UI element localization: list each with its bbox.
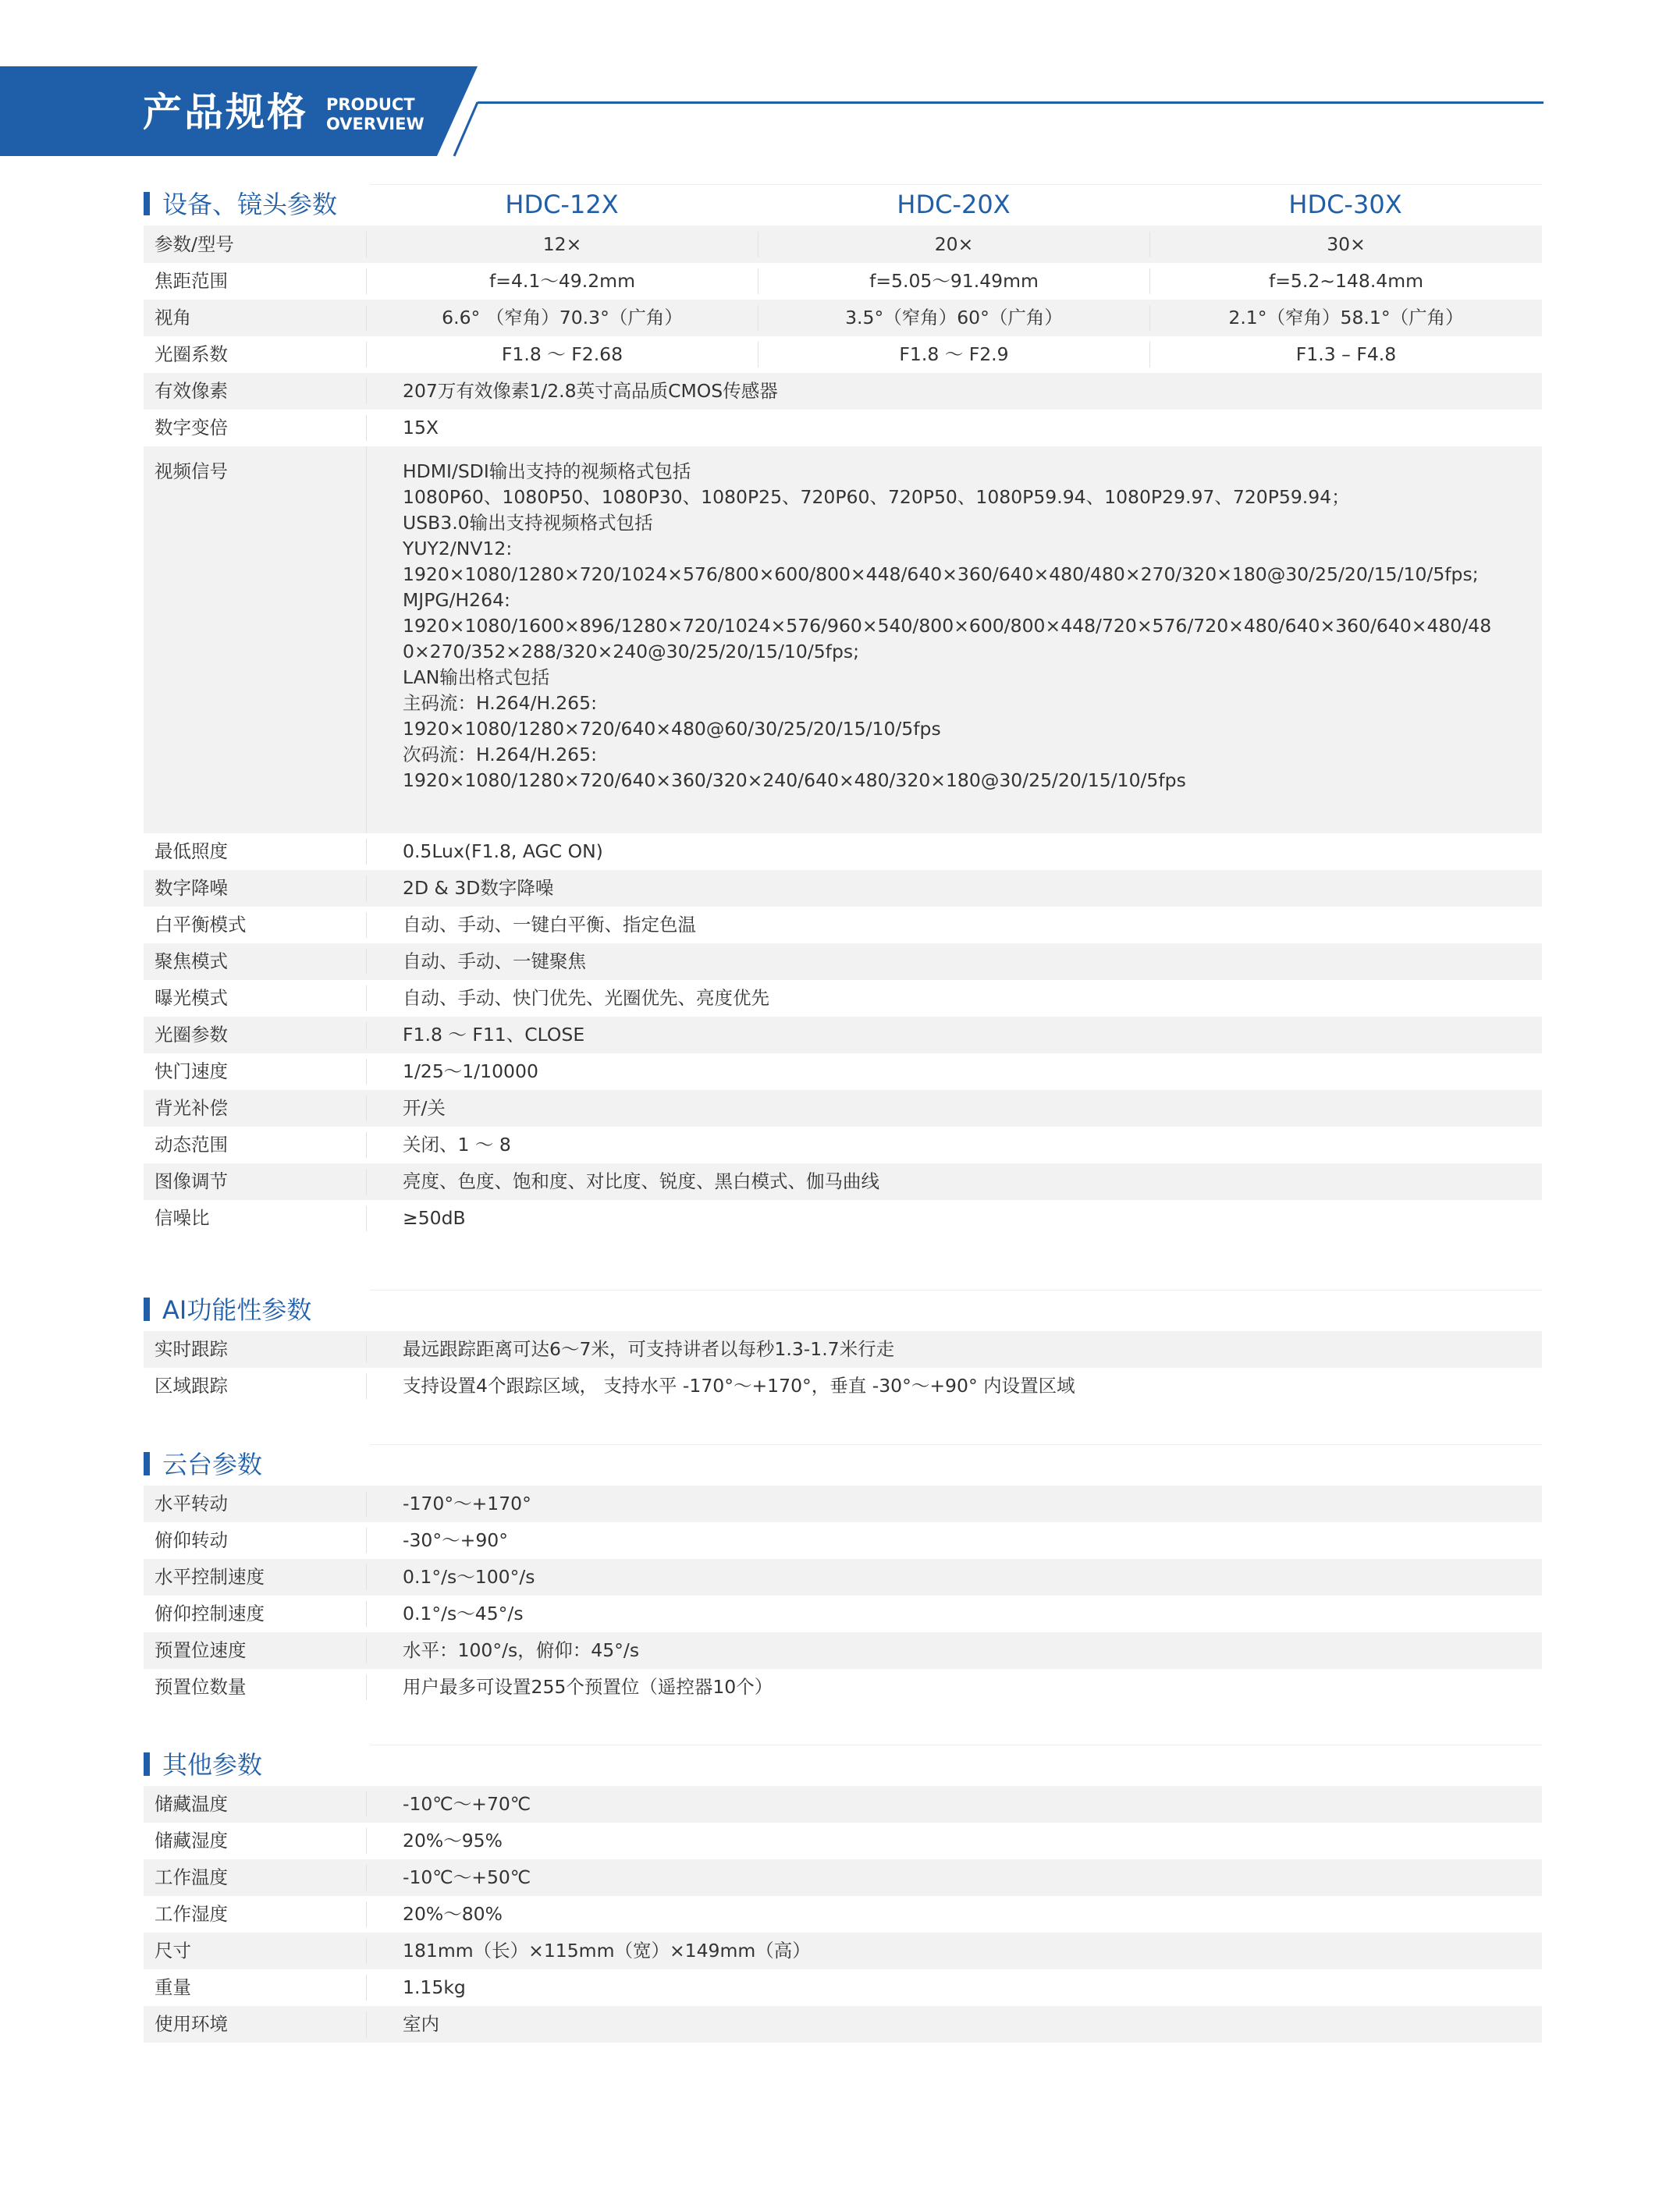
video-line: 主码流：H.264/H.265: [403,692,597,714]
page-title: 产品规格 [143,90,308,135]
row-label: 工作温度 [144,1865,367,1891]
section-lens-header [144,184,1542,225]
section-marker [144,1298,150,1321]
row-value: 2D & 3D数字降噪 [403,877,554,899]
video-line: HDMI/SDI输出支持的视频格式包括 [403,460,691,482]
row-value: 最远跟踪距离可达6～7米，可支持讲者以每秒1.3-1.7米行走 [403,1338,895,1360]
section-ptz-header [144,1444,1542,1486]
model-header-1: HDC-12X [505,190,619,219]
row-label: 白平衡模式 [144,912,367,938]
table-row [144,980,1542,1017]
table-row [144,2006,1542,2043]
table-row [144,1200,1542,1237]
video-line: 0×270/352×288/320×240@30/25/20/15/10/5fps; [403,641,860,662]
video-line: LAN输出格式包括 [403,666,550,688]
row-label: 俯仰转动 [144,1528,367,1553]
row-label: 光圈参数 [144,1022,367,1048]
row-value: 自动、手动、快门优先、光圈优先、亮度优先 [403,987,769,1009]
row-label: 区域跟踪 [144,1373,367,1399]
cell-value: 6.6° （窄角）70.3°（广角） [367,305,758,331]
video-line: 次码流：H.264/H.265: [403,744,597,765]
row-label: 数字变倍 [144,415,367,441]
row-label: 储藏湿度 [144,1828,367,1854]
row-value: 0.5Lux(F1.8, AGC ON) [403,840,603,862]
video-line: 1920×1080/1280×720/1024×576/800×600/800×448/640×360/640×480/480×270/320×180@30/25/20/15/10/5fps; [403,563,1479,585]
table-row [144,943,1542,980]
page-subtitle [326,95,425,134]
table-row [144,1486,1542,1522]
section-ptz [144,1444,1542,1706]
cell-value: 12× [367,232,758,257]
table-row [144,1163,1542,1200]
row-label: 储藏温度 [144,1791,367,1817]
row-value: 支持设置4个跟踪区域， 支持水平 -170°～+170°，垂直 -30°～+90° 内设置区域 [403,1375,1075,1397]
section-other-header [144,1745,1542,1786]
row-label: 有效像素 [144,378,367,404]
table-row [144,1368,1542,1404]
row-value: 室内 [403,2013,439,2035]
row-label: 重量 [144,1975,367,2001]
table-row [144,300,1542,336]
cell-value: F1.8 ～ F2.9 [758,342,1150,367]
row-value: -30°～+90° [403,1529,508,1551]
table-row [144,1823,1542,1859]
table-row [144,1331,1542,1368]
video-line: MJPG/H264: [403,589,510,611]
table-row [144,1896,1542,1933]
table-row [144,870,1542,907]
table-row [144,1596,1542,1632]
table-row [144,1522,1542,1559]
table-row [144,263,1542,300]
section-marker [144,192,150,215]
cell-value: f=5.05～91.49mm [758,268,1150,294]
header-slant-line [437,101,484,158]
row-value: ≥50dB [403,1207,466,1229]
row-value: 20%～80% [403,1903,503,1925]
section-marker [144,1452,150,1475]
row-label: 俯仰控制速度 [144,1601,367,1627]
table-row [144,907,1542,943]
section-lens-title: 设备、镜头参数 [162,190,338,219]
row-value: 15X [403,417,439,438]
table-row-video-signal [144,446,1542,833]
table-row [144,1053,1542,1090]
row-value: 181mm（长）×115mm（宽）×149mm（高） [403,1940,811,1962]
row-label: 预置位数量 [144,1674,367,1700]
table-row [144,410,1542,446]
page-subtitle-line2: OVERVIEW [326,115,425,133]
section-ptz-title: 云台参数 [162,1450,263,1479]
row-value: 用户最多可设置255个预置位（遥控器10个） [403,1676,773,1698]
cell-value: F1.3 – F4.8 [1295,343,1397,365]
row-label: 光圈系数 [144,342,367,367]
table-row [144,336,1542,373]
row-value: 0.1°/s～100°/s [403,1566,535,1588]
table-row [144,1090,1542,1127]
model-header-3: HDC-30X [1288,190,1402,219]
row-value: 水平：100°/s，俯仰：45°/s [403,1639,640,1661]
row-label: 图像调节 [144,1169,367,1195]
row-label: 水平转动 [144,1491,367,1517]
video-line: 1920×1080/1600×896/1280×720/1024×576/960×540/800×600/800×448/720×576/720×480/640×360/640×480/48 [403,615,1492,637]
row-label: 使用环境 [144,2011,367,2037]
row-value: 0.1°/s～45°/s [403,1603,524,1624]
row-label: 实时跟踪 [144,1337,367,1362]
row-value: 自动、手动、一键聚焦 [403,950,586,972]
table-row [144,225,1542,263]
section-other-title: 其他参数 [162,1750,263,1780]
video-line: 1920×1080/1280×720/640×360/320×240/640×480/320×180@30/25/20/15/10/5fps [403,769,1186,791]
video-format-list [367,446,1491,794]
row-value: 关闭、1 ～ 8 [403,1134,511,1156]
table-row [144,1859,1542,1896]
row-label: 动态范围 [144,1132,367,1158]
table-row [144,1786,1542,1823]
row-label: 焦距范围 [144,268,367,294]
section-divider [370,1444,1542,1445]
cell-value: 20× [758,232,1150,257]
header-rule [478,101,1544,104]
section-divider [370,184,1542,185]
row-label: 数字降噪 [144,875,367,901]
cell-value: 30× [1327,233,1366,255]
section-ai [144,1290,1542,1404]
model-header-2: HDC-20X [897,190,1011,219]
section-lens [144,184,1542,1237]
row-label: 尺寸 [144,1938,367,1964]
table-row [144,1559,1542,1596]
row-value: 自动、手动、一键白平衡、指定色温 [403,914,696,936]
cell-value: f=4.1～49.2mm [367,268,758,294]
row-label: 信噪比 [144,1205,367,1231]
row-label: 预置位速度 [144,1638,367,1663]
table-row [144,1127,1542,1163]
row-value: F1.8 ～ F11、CLOSE [403,1024,585,1046]
video-line: YUY2/NV12: [403,538,513,559]
video-line: 1080P60、1080P50、1080P30、1080P25、720P60、720P50、1080P59.94、1080P29.97、720P59.94； [403,486,1350,508]
row-value: -10℃～+50℃ [403,1866,531,1888]
section-ai-title: AI功能性参数 [162,1295,312,1325]
row-label: 背光补偿 [144,1095,367,1121]
cell-value: F1.8 ～ F2.68 [367,342,758,367]
row-label: 工作湿度 [144,1901,367,1927]
table-row [144,1632,1542,1669]
row-label: 聚焦模式 [144,949,367,975]
page-subtitle-line1: PRODUCT [326,95,415,114]
row-value: 亮度、色度、饱和度、对比度、锐度、黑白模式、伽马曲线 [403,1170,879,1192]
row-label: 曝光模式 [144,985,367,1011]
row-value: 20%～95% [403,1830,503,1852]
row-label: 水平控制速度 [144,1564,367,1590]
row-label: 视角 [144,305,367,331]
row-value: 1/25～1/10000 [403,1060,538,1082]
cell-value: 2.1°（窄角）58.1°（广角） [1228,307,1464,328]
row-label: 最低照度 [144,839,367,865]
row-value: 1.15kg [403,1976,466,1998]
cell-value: f=5.2~148.4mm [1268,270,1424,292]
table-row [144,373,1542,410]
table-row [144,1969,1542,2006]
video-line: USB3.0输出支持视频格式包括 [403,512,653,534]
cell-value: 3.5°（窄角）60°（广角） [758,305,1150,331]
table-row [144,1017,1542,1053]
table-row [144,1669,1542,1706]
section-marker [144,1752,150,1776]
table-row [144,833,1542,870]
section-other [144,1745,1542,2043]
row-label: 参数/型号 [144,232,367,257]
row-value: -170°～+170° [403,1493,531,1514]
row-value: 开/关 [403,1097,446,1119]
video-line: 1920×1080/1280×720/640×480@60/30/25/20/15/10/5fps [403,718,941,740]
section-divider [370,1290,1542,1291]
section-ai-header [144,1290,1542,1331]
row-label: 快门速度 [144,1059,367,1085]
table-row [144,1933,1542,1969]
row-value: -10℃～+70℃ [403,1793,531,1815]
row-value: 207万有效像素1/2.8英寸高品质CMOS传感器 [403,380,778,402]
row-label: 视频信号 [144,446,367,833]
